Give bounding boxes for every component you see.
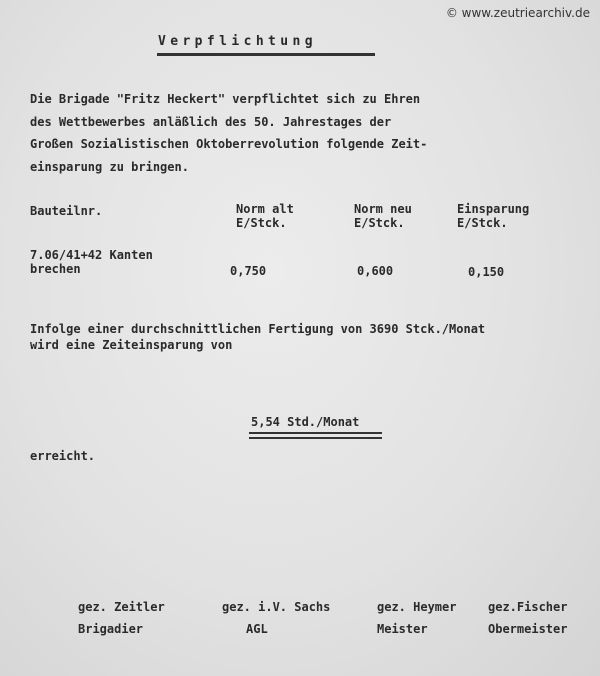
result-underline-double [249,437,382,439]
header-einsparung: Einsparung E/Stck. [457,202,530,230]
signature-name: gez. Zeitler [78,600,165,614]
closing-text: erreicht. [30,449,96,463]
cell-norm-neu: 0,600 [357,264,394,278]
document-title: Verpflichtung [158,34,317,49]
result-underline [249,432,382,434]
cell-bauteil: 7.06/41+42 Kanten brechen [30,248,153,276]
production-paragraph: Infolge einer durchschnittlichen Fertigung von 3690 Stck./Monat wird eine Zeiteinsparung von [30,322,486,352]
signature-zeitler [78,596,165,640]
title-underline [157,53,375,56]
signature-fischer [488,596,567,640]
signature-role: AGL [246,622,268,636]
header-bauteilnr: Bauteilnr. [30,204,103,218]
cell-einsparung: 0,150 [468,265,505,279]
signature-sachs [222,596,330,640]
intro-paragraph: Die Brigade "Fritz Heckert" verpflichtet sich zu Ehren des Wettbewerbes anläßlich des 50. Jahrestages der Großen Sozialistischen Oktoberrevolution folgende Zeit- einsparung zu bringen. [30,92,428,174]
header-norm-neu: Norm neu E/Stck. [354,202,412,230]
signature-role: Obermeister [488,622,568,636]
signature-name: gez. Heymer [377,600,457,614]
signature-role: Brigadier [78,622,144,636]
signature-role: Meister [377,622,428,636]
signature-name: gez.Fischer [488,600,568,614]
watermark: © www.zeutriearchiv.de [445,6,590,20]
result-value: 5,54 Std./Monat [251,415,360,429]
signature-name: gez. i.V. Sachs [222,600,331,614]
cell-norm-alt: 0,750 [230,264,267,278]
signature-heymer [377,596,456,640]
header-norm-alt: Norm alt E/Stck. [236,202,294,230]
